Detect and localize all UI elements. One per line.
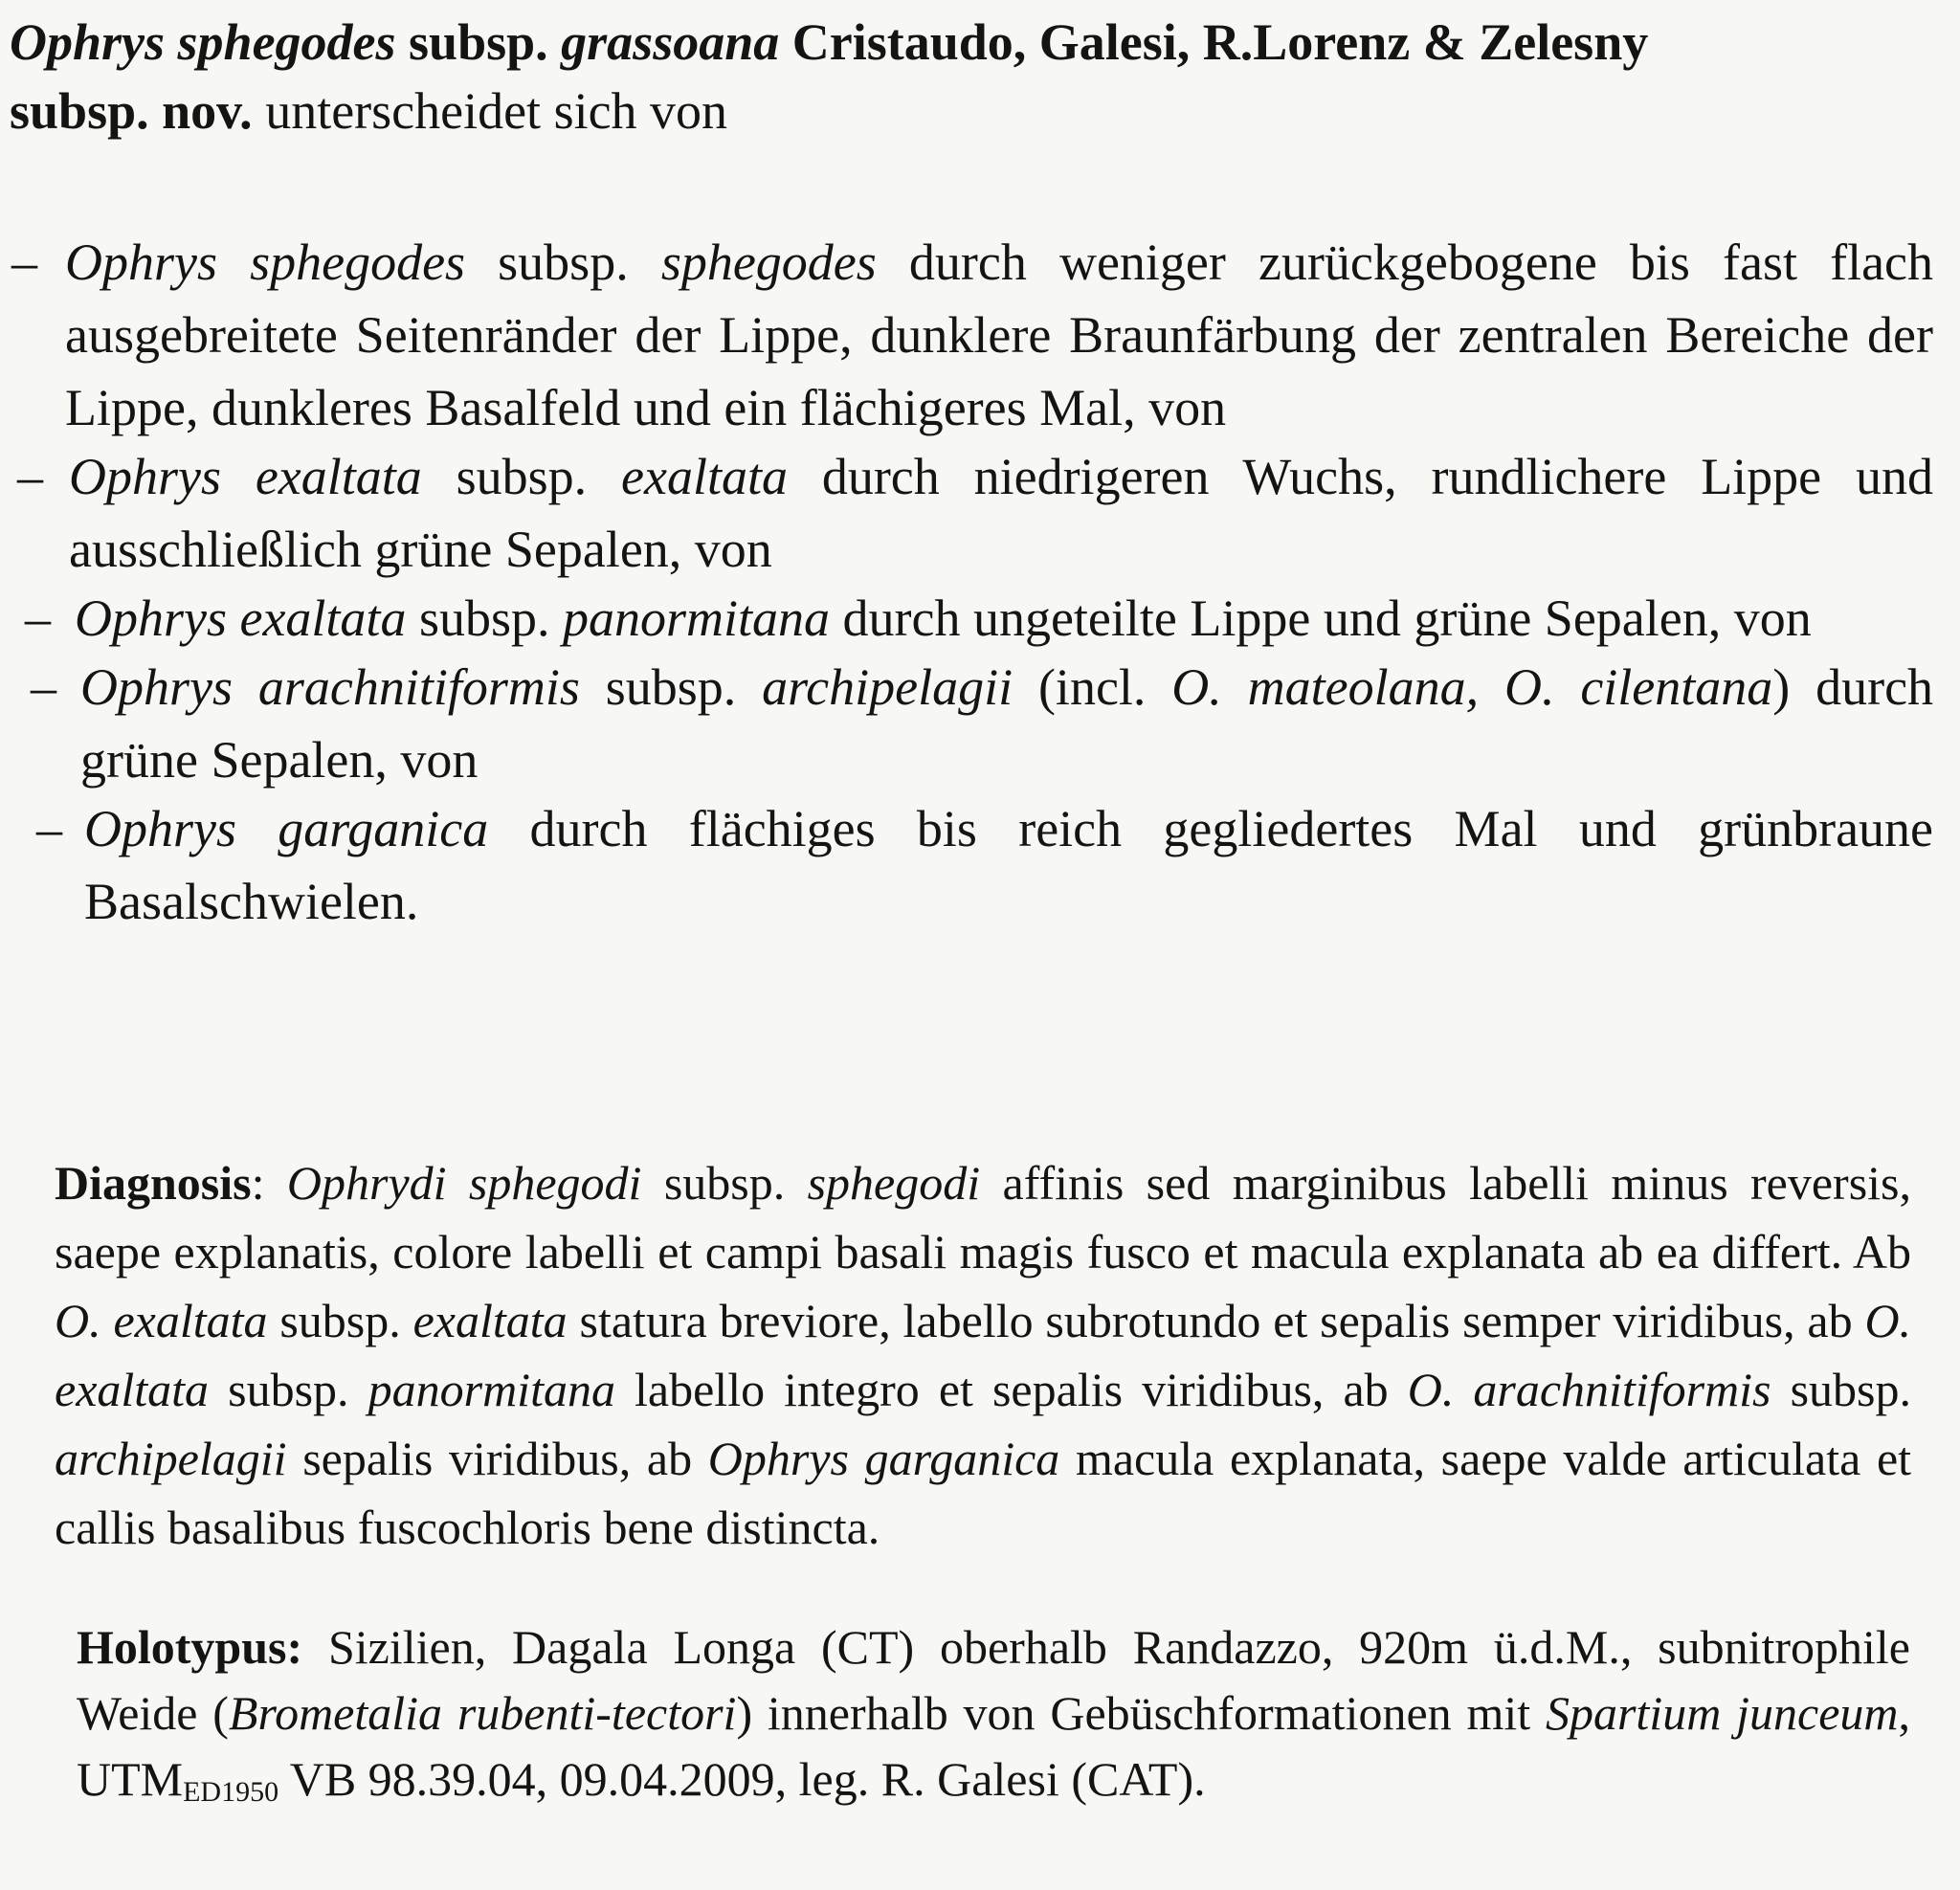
comparison-taxon: Ophrys arachnitiformis: [80, 658, 580, 716]
heading-species: Ophrys sphegodes: [10, 13, 396, 71]
comparison-list: [10, 226, 1933, 938]
heading-authors: Cristaudo, Galesi, R.Lorenz & Zelesny: [791, 13, 1649, 71]
holotypus-text: Sizilien, Dagala Longa (CT) oberhalb Randazzo, 920m ü.d.M., subnitrophile Weide (: [77, 1620, 1910, 1740]
comparison-incl-open: (incl.: [1037, 658, 1147, 716]
holotypus-habitat: Brometalia rubenti-tectori: [228, 1686, 737, 1740]
diagnosis-paragraph: [55, 1148, 1911, 1562]
comparison-taxon: Ophrys exaltata: [69, 448, 422, 505]
heading-intro: unterscheidet sich von: [265, 82, 728, 140]
diagnosis-infra: exaltata: [412, 1294, 568, 1347]
holotypus-paragraph: [77, 1614, 1910, 1825]
comparison-infra: archipelagii: [762, 658, 1013, 716]
comparison-taxon: Ophrys exaltata: [75, 589, 407, 647]
diagnosis-taxon: O. exaltata: [55, 1294, 1912, 1416]
diagnosis-text: macula explanata, saepe valde articulata et callis basalibus fuscochloris bene distincta.: [55, 1432, 1912, 1554]
comparison-rank: subsp.: [456, 448, 588, 505]
comparison-text: von: [1148, 379, 1227, 436]
diagnosis-infra: sphegodi: [807, 1156, 981, 1210]
comparison-taxon: Ophrys garganica: [84, 800, 489, 857]
diagnosis-infra: panormitana: [368, 1363, 615, 1416]
comparison-text: Sepalen, von: [1544, 589, 1812, 647]
holotypus-text: ) innerhalb von Gebüschformationen mit: [736, 1686, 1531, 1740]
comparison-rank: subsp.: [498, 233, 629, 291]
comparison-text: und ausschließlich grüne Sepalen, von: [69, 448, 1933, 578]
comparison-infra: exaltata: [621, 448, 788, 505]
diagnosis-colon: :: [251, 1156, 265, 1210]
diagnosis-taxon: Ophrydi sphegodi: [286, 1156, 642, 1210]
comparison-item: [10, 651, 1933, 796]
holotypus-text: , UTM: [77, 1686, 1910, 1806]
comparison-infra: sphegodes: [660, 233, 877, 291]
diagnosis-taxon: O. exaltata: [55, 1294, 268, 1347]
comparison-text: flach ausgebreitete Seitenränder der Lippe, dunklere Braunfärbung der: [65, 233, 1934, 364]
comparison-rank: subsp.: [418, 589, 550, 647]
comparison-incl-taxon: O. cilentana: [1503, 658, 1773, 716]
comparison-text: zentralen Bereiche der Lippe, dunkleres Basalfeld und ein flächigeres Mal,: [65, 306, 1934, 436]
holotypus-text: VB 98.39.04, 09.04.2009, leg. R. Galesi (CAT).: [278, 1752, 1206, 1806]
comparison-item: [10, 440, 1933, 586]
diagnosis-text: labello integro et sepalis viridibus, ab: [635, 1363, 1389, 1416]
diagnosis-text: affinis sed marginibus labelli minus reversis, saepe explanatis, colore labelli et campi basali magis fusco et macula explanata ab ea differt. Ab: [55, 1156, 1912, 1279]
comparison-item: [10, 792, 1933, 938]
comparison-item: [10, 226, 1933, 444]
diagnosis-rank: subsp.: [1790, 1363, 1912, 1416]
comparison-item: [10, 582, 1933, 655]
list-dash: –: [31, 658, 56, 716]
heading-rank: subsp.: [409, 13, 548, 71]
comparison-text: ) durch grüne Sepalen, von: [80, 658, 1934, 789]
holotypus-plant: Spartium junceum: [1545, 1686, 1899, 1740]
comparison-incl-taxon: O. mateolana,: [1171, 658, 1480, 716]
comparison-text: durch weniger zurückgebogene bis fast: [908, 233, 1797, 291]
holotypus-label: Holotypus:: [77, 1620, 303, 1674]
diagnosis-taxon: Ophrys garganica: [707, 1432, 1060, 1485]
comparison-taxon: Ophrys sphegodes: [65, 233, 466, 291]
list-dash: –: [17, 448, 43, 505]
diagnosis-infra: archipelagii: [55, 1432, 287, 1485]
diagnosis-text: sepalis viridibus, ab: [302, 1432, 693, 1485]
comparison-text: durch niedrigeren Wuchs, rundlichere Lippe: [821, 448, 1822, 505]
list-dash: –: [36, 800, 62, 857]
comparison-text: durch ungeteilte Lippe und grüne: [842, 589, 1532, 647]
diagnosis-rank: subsp.: [228, 1363, 349, 1416]
heading-subspecies: grassoana: [561, 13, 780, 71]
diagnosis-text: statura breviore, labello subrotundo et sepalis semper viridibus, ab: [579, 1294, 1853, 1347]
list-dash: –: [11, 233, 37, 291]
comparison-text: grünbraune Basalschwielen.: [84, 800, 1934, 930]
holotypus-utm-subscript: ED1950: [183, 1776, 279, 1808]
diagnosis-rank: subsp.: [279, 1294, 401, 1347]
heading-nov: subsp. nov.: [10, 82, 253, 140]
diagnosis-taxon: O. arachnitiformis: [1407, 1363, 1771, 1416]
comparison-rank: subsp.: [605, 658, 737, 716]
species-heading: [10, 8, 1924, 145]
comparison-infra: panormitana: [562, 589, 831, 647]
diagnosis-rank: subsp.: [663, 1156, 786, 1210]
comparison-text: durch flächiges bis reich gegliedertes Mal und: [529, 800, 1657, 857]
list-dash: –: [25, 589, 51, 647]
diagnosis-label: Diagnosis: [55, 1156, 252, 1210]
